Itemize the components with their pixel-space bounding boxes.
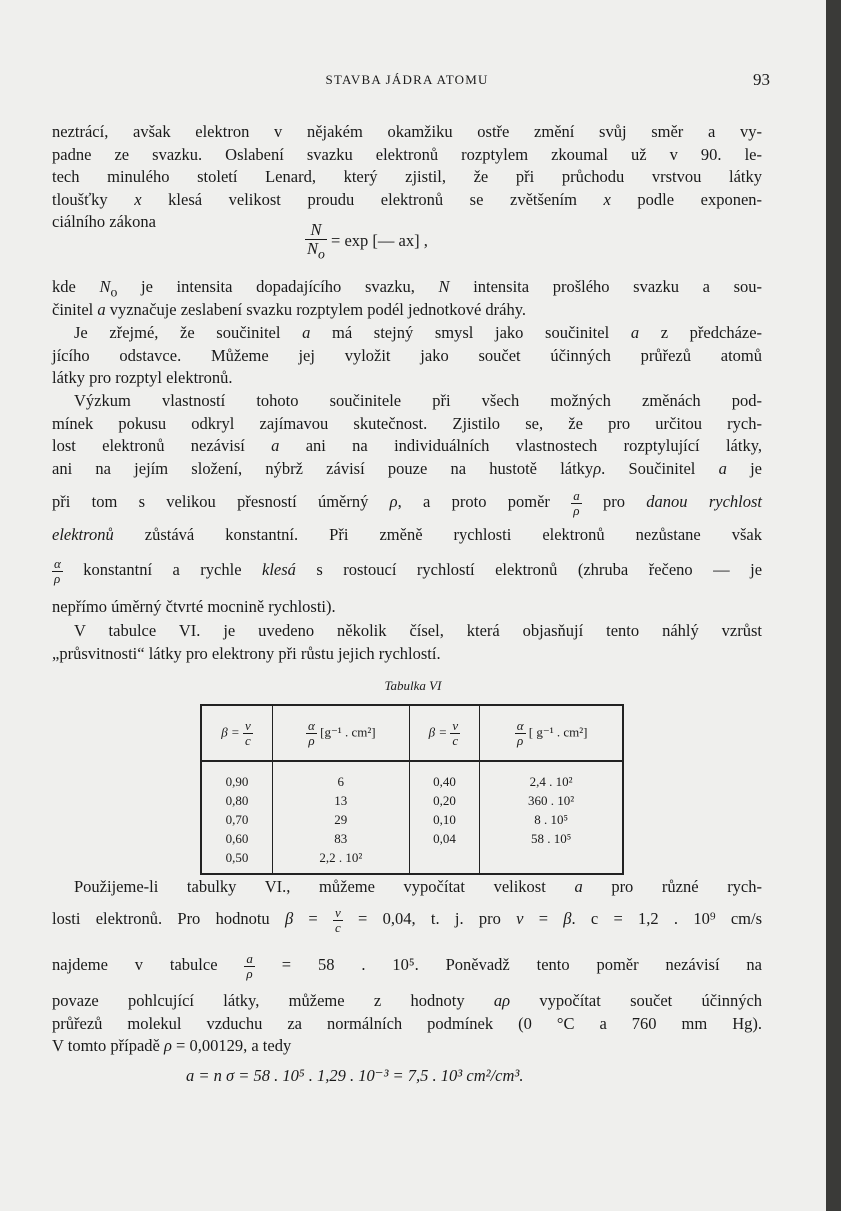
paragraph-2 <box>52 276 762 321</box>
paragraph-4 <box>52 390 762 480</box>
paragraph-1 <box>52 121 762 234</box>
table-cell: 13 <box>272 791 409 810</box>
paragraph-5 <box>52 620 762 665</box>
data-table <box>200 704 624 875</box>
formula-result: a = n σ = 58 . 10⁵ . 1,29 . 10⁻³ = 7,5 . 10³ cm²/cm³. <box>186 1066 524 1085</box>
table-cell: 29 <box>272 810 409 829</box>
text-line: Výzkum vlastností tohoto součinitele při všech možných změnách pod- <box>74 391 762 410</box>
text-line: Je zřejmé, že součinitel a má stejný smysl jako součinitel a z předcháze- <box>74 323 763 342</box>
paragraph-4-continued <box>52 482 762 522</box>
table-cell <box>480 848 623 874</box>
table-row <box>201 829 623 848</box>
paragraph-6 <box>52 876 762 899</box>
text-line: kde $N_o$ je intensita dopadajícího svazku, N intensita prošlého svazku a sou- <box>52 277 763 300</box>
running-title: STAVBA JÁDRA ATOMU <box>325 72 489 87</box>
page-number: 93 <box>753 70 770 89</box>
text-line: V tabulce VI. je uvedeno několik čísel, která objasňují tento náhlý vzrůst <box>74 621 762 640</box>
table-cell <box>409 848 480 874</box>
text-line: elektronů zůstává konstantní. Při změně rychlosti elektronů nezůstane však <box>52 525 763 544</box>
text-line: nepřímo úměrný čtvrté mocnině rychlosti). <box>52 597 336 616</box>
text-line: činitel a vyznačuje zeslabení svazku rozptylem podél jednotkové dráhy. <box>52 299 527 319</box>
text-line: neztrácí, avšak elektron v nějakém okamžiku ostře změní svůj směr a vy- <box>52 122 762 141</box>
text-line: ciálního zákona <box>52 212 156 232</box>
text-line: V tomto případě ρ = 0,00129, a tedy <box>52 1036 292 1056</box>
text-line: Použijeme-li tabulky VI., můžeme vypočítat velikost a pro různé rych- <box>74 877 763 896</box>
table-header-row <box>201 705 623 761</box>
paragraph-6-end <box>52 990 762 1058</box>
fraction-a-over-rho: $\frac{a}{\rho}$ <box>573 487 580 518</box>
table-cell: 360 . 10² <box>480 791 623 810</box>
text-line: najdeme v tabulce $\frac{a}{\rho}$ = 58 . 10⁵. Poněvadž tento poměr nezávisí na <box>52 950 763 981</box>
table-cell: 8 . 10⁵ <box>480 810 623 829</box>
table-cell: 2,4 . 10² <box>480 761 623 791</box>
table-row <box>201 810 623 829</box>
text-line: losti elektronů. Pro hodnotu β = $\frac{v}{c}$ = 0,04, t. j. pro v = β. c = 1,2 . 10⁹ cm/s <box>52 904 762 935</box>
table-cell: 0,04 <box>409 829 480 848</box>
table-row <box>201 761 623 791</box>
table-cell: 6 <box>272 761 409 791</box>
table-cell: 0,50 <box>201 848 272 874</box>
table-caption: Tabulka VI <box>384 678 442 693</box>
table-cell: 0,90 <box>201 761 272 791</box>
paragraph-3 <box>52 322 762 390</box>
fraction: $\frac{N}{N_o}$ <box>307 220 325 262</box>
paragraph-4-fraction-line <box>52 553 762 587</box>
text-line: ani na jejím složení, nýbrž závisí pouze na hustotě látkyρ. Součinitel a je <box>52 458 763 478</box>
text-line: lost elektronů nezávisí a ani na individuálních vlastnostech rozptylující látky, <box>52 436 762 456</box>
text-line: tloušťky x klesá velikost proudu elektronů se zvětšením x podle exponen- <box>52 189 763 209</box>
fraction-v-over-c: $\frac{v}{c}$ <box>335 904 341 935</box>
text-line: „průsvitnosti“ látky pro elektrony při růstu jejich rychlostí. <box>52 643 441 663</box>
table-cell: 0,40 <box>409 761 480 791</box>
text-line: látky pro rozptyl elektronů. <box>52 368 233 388</box>
paragraph-4-end <box>52 524 762 547</box>
table-cell: 0,20 <box>409 791 480 810</box>
text-line: jícího odstavce. Můžeme jej vyložit jako součet účinných průřezů atomů <box>52 345 762 365</box>
header-alpha-rho: $\frac{\alpha}{\rho}$ [ g⁻¹ . cm²] <box>480 705 623 761</box>
table-cell: 0,80 <box>201 791 272 810</box>
text-line: tech minulého století Lenard, který zjistil, že při průchodu vrstvou látky <box>52 167 762 187</box>
paragraph-6-table-line <box>52 944 762 986</box>
formula-exponential-law: $\frac{N}{N_o}$ = exp [— ax] , <box>307 220 428 262</box>
paragraph-4-last <box>52 596 762 619</box>
table-cell: 83 <box>272 829 409 848</box>
header-alpha-rho: $\frac{\alpha}{\rho}$ [g⁻¹ . cm²] <box>272 705 409 761</box>
text-line: mínek pokusu odkryl zajímavou skutečnost. Zjistilo se, že pro určitou rych- <box>52 413 762 433</box>
text-line: $\frac{\alpha}{\rho}$ konstantní a rychle klesá s rostoucí rychlostí elektronů (zhruba řečeno — je <box>54 555 763 586</box>
text-line: padne ze svazku. Oslabení svazku elektronů rozptylem zkoumal už v 90. le- <box>52 144 762 164</box>
table-row <box>201 791 623 810</box>
running-header <box>52 70 770 90</box>
table-row <box>201 848 623 874</box>
text-line: při tom s velikou přesností úměrný ρ, a proto poměr $\frac{a}{\rho}$ pro danou rychlost <box>52 487 762 518</box>
header-beta: β = $\frac{v}{c}$ <box>409 705 480 761</box>
table-cell: 0,70 <box>201 810 272 829</box>
header-beta: β = $\frac{v}{c}$ <box>201 705 272 761</box>
text-line: povaze pohlcující látky, můžeme z hodnoty aρ vypočítat součet účinných <box>52 991 763 1010</box>
fraction-a-over-rho: $\frac{a}{\rho}$ <box>246 950 253 981</box>
paragraph-6-beta-line <box>52 898 762 940</box>
table-cell: 58 . 10⁵ <box>480 829 623 848</box>
table-cell: 0,10 <box>409 810 480 829</box>
table-cell: 0,60 <box>201 829 272 848</box>
fraction-alpha-over-rho: $\frac{\alpha}{\rho}$ <box>54 555 61 586</box>
text-line: průřezů molekul vzduchu za normálních podmínek (0 °C a 760 mm Hg). <box>52 1013 762 1033</box>
table-cell: 2,2 . 10² <box>272 848 409 874</box>
